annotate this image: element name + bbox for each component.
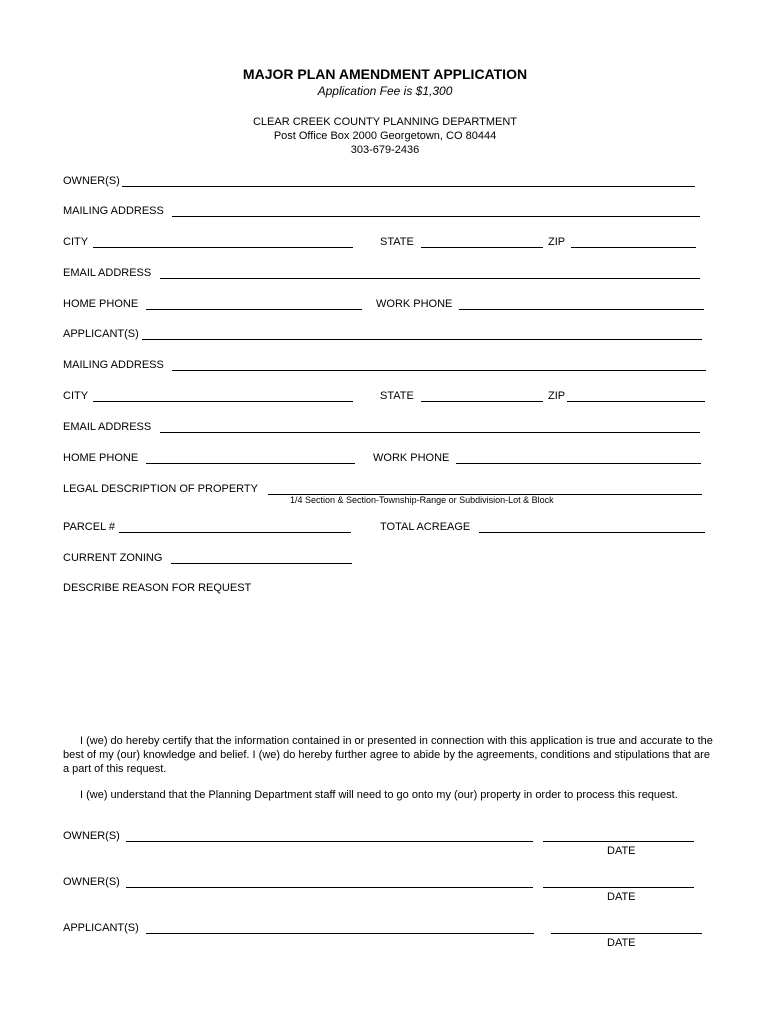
owner1-date-field[interactable] bbox=[543, 841, 694, 842]
owners-field[interactable] bbox=[122, 186, 695, 187]
applicant-work-phone-label: WORK PHONE bbox=[373, 452, 450, 464]
total-acreage-field[interactable] bbox=[479, 532, 705, 533]
applicant-zip-field[interactable] bbox=[567, 401, 705, 402]
owner-city-label: CITY bbox=[63, 236, 89, 248]
current-zoning-field[interactable] bbox=[171, 563, 352, 564]
owner-state-label: STATE bbox=[380, 236, 414, 248]
owner-city-field[interactable] bbox=[93, 247, 353, 248]
property-access-paragraph bbox=[63, 788, 713, 802]
owner-email-field[interactable] bbox=[160, 278, 700, 279]
owner2-date-label: DATE bbox=[607, 891, 636, 903]
applicant-zip-label: ZIP bbox=[548, 390, 566, 402]
department-name: CLEAR CREEK COUNTY PLANNING DEPARTMENT bbox=[252, 116, 518, 128]
owner-work-phone-field[interactable] bbox=[459, 309, 704, 310]
applicant-state-label: STATE bbox=[380, 390, 414, 402]
owner-work-phone-label: WORK PHONE bbox=[376, 298, 453, 310]
owner-zip-label: ZIP bbox=[548, 236, 566, 248]
owner2-signature-label: OWNER(S) bbox=[63, 876, 120, 888]
applicant-mailing-label: MAILING ADDRESS bbox=[63, 359, 164, 371]
applicant-signature-label: APPLICANT(S) bbox=[63, 922, 139, 934]
applicants-field[interactable] bbox=[142, 339, 702, 340]
department-phone: 303-679-2436 bbox=[350, 144, 420, 156]
owner-email-label: EMAIL ADDRESS bbox=[63, 267, 152, 279]
application-fee: Application Fee is $1,300 bbox=[317, 84, 453, 98]
reason-area[interactable] bbox=[63, 600, 703, 720]
applicant-signature-field[interactable] bbox=[146, 933, 534, 934]
owner1-signature-field[interactable] bbox=[126, 841, 533, 842]
current-zoning-label: CURRENT ZONING bbox=[63, 552, 163, 564]
applicant-city-label: CITY bbox=[63, 390, 89, 402]
certification-paragraph bbox=[63, 734, 713, 776]
owner2-date-field[interactable] bbox=[543, 887, 694, 888]
owner-home-phone-label: HOME PHONE bbox=[63, 298, 139, 310]
department-address: Post Office Box 2000 Georgetown, CO 80444 bbox=[273, 130, 497, 142]
owner-zip-field[interactable] bbox=[571, 247, 696, 248]
legal-description-label: LEGAL DESCRIPTION OF PROPERTY bbox=[63, 483, 258, 495]
property-access-text: I (we) understand that the Planning Department staff will need to go onto my (our) property in order to process this request. bbox=[80, 789, 678, 801]
owner2-signature-field[interactable] bbox=[126, 887, 533, 888]
reason-label: DESCRIBE REASON FOR REQUEST bbox=[63, 582, 252, 594]
parcel-label: PARCEL # bbox=[63, 521, 115, 533]
applicant-state-field[interactable] bbox=[421, 401, 543, 402]
applicants-label: APPLICANT(S) bbox=[63, 328, 139, 340]
certification-text: I (we) do hereby certify that the information contained in or presented in connection with this application is true and accurate to the best of my (our) knowledge and belief. I (we) do hereby further agree to abide by the agreements, conditions and stipulations that are a part of this request. bbox=[63, 735, 713, 775]
owner1-date-label: DATE bbox=[607, 845, 636, 857]
owner-mailing-field[interactable] bbox=[172, 216, 700, 217]
applicant-home-phone-label: HOME PHONE bbox=[63, 452, 139, 464]
total-acreage-label: TOTAL ACREAGE bbox=[380, 521, 471, 533]
applicant-work-phone-field[interactable] bbox=[456, 463, 701, 464]
owner1-signature-label: OWNER(S) bbox=[63, 830, 120, 842]
owner-home-phone-field[interactable] bbox=[146, 309, 362, 310]
form-title: MAJOR PLAN AMENDMENT APPLICATION bbox=[242, 66, 528, 82]
applicant-date-field[interactable] bbox=[551, 933, 702, 934]
owners-label: OWNER(S) bbox=[63, 175, 120, 187]
parcel-field[interactable] bbox=[119, 532, 351, 533]
owner-state-field[interactable] bbox=[421, 247, 543, 248]
applicant-home-phone-field[interactable] bbox=[146, 463, 355, 464]
owner-mailing-label: MAILING ADDRESS bbox=[63, 205, 164, 217]
applicant-email-label: EMAIL ADDRESS bbox=[63, 421, 152, 433]
applicant-city-field[interactable] bbox=[93, 401, 353, 402]
legal-description-hint: 1/4 Section & Section-Township-Range or Subdivision-Lot & Block bbox=[290, 495, 554, 505]
applicant-mailing-field[interactable] bbox=[172, 370, 706, 371]
applicant-email-field[interactable] bbox=[160, 432, 700, 433]
applicant-date-label: DATE bbox=[607, 937, 636, 949]
